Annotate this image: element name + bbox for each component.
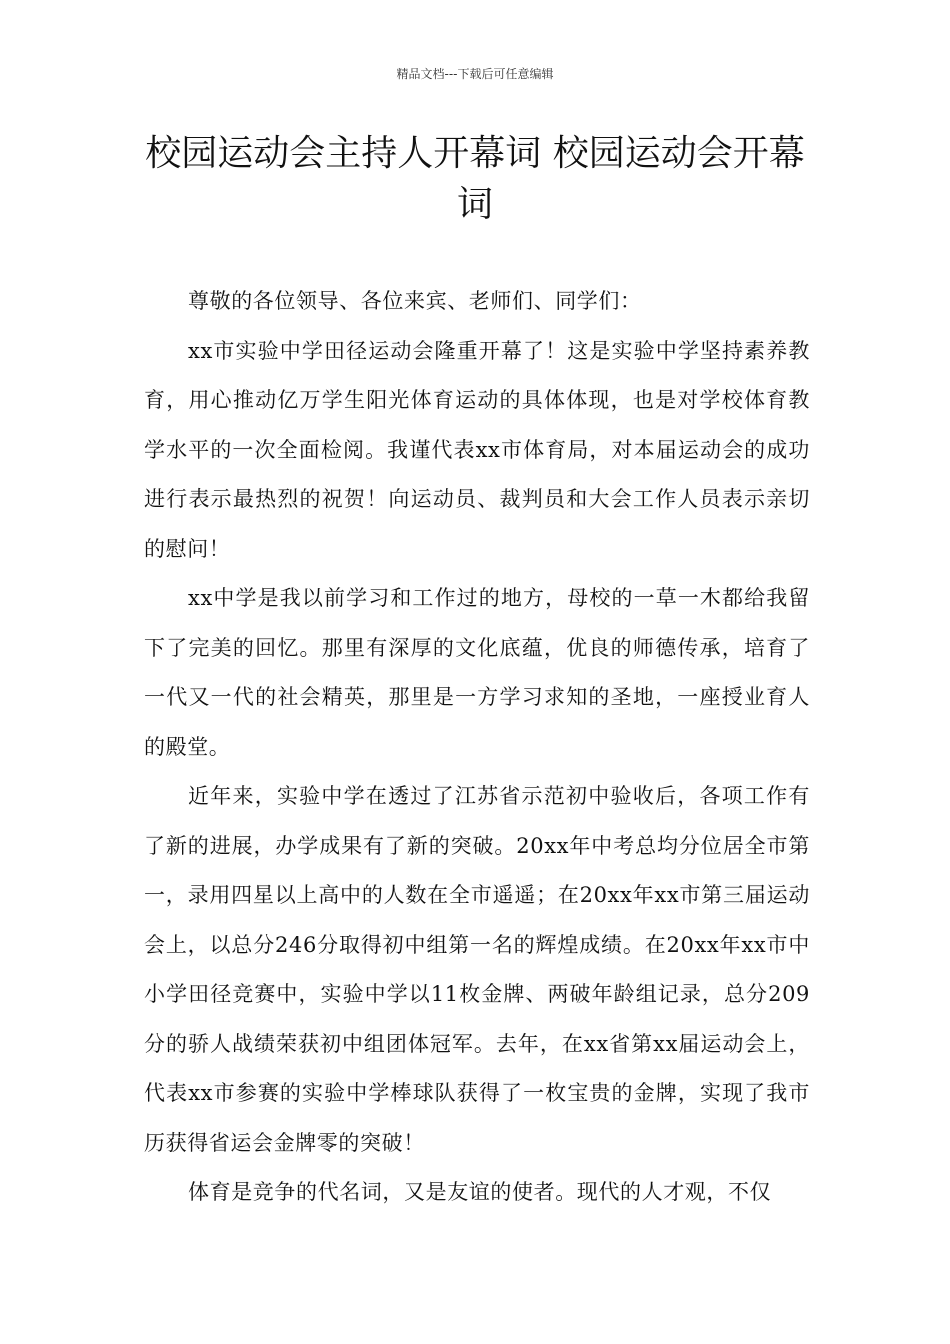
salutation-paragraph: 尊敬的各位领导、各位来宾、老师们、同学们： [188,289,642,313]
document-body [144,277,810,1218]
body-paragraph: 体育是竞争的代名词，又是友谊的使者。现代的人才观，不仅 [188,1180,772,1204]
document-title: 校园运动会主持人开幕词 校园运动会开幕词 [145,133,805,225]
header-note: 精品文档---下载后可任意编辑 [396,67,554,81]
body-paragraph: xx中学是我以前学习和工作过的地方，母校的一草一木都给我留下了完美的回忆。那里有深厚的文化底蕴，优良的师德传承，培育了一代又一代的社会精英，那里是一方学习求知的圣地，一座授业育人的殿堂。 [144,586,810,759]
body-paragraph: xx市实验中学田径运动会隆重开幕了！这是实验中学坚持素养教育，用心推动亿万学生阳光体育运动的具体体现，也是对学校体育教学水平的一次全面检阅。我谨代表xx市体育局，对本届运动会的成功进行表示最热烈的祝贺！向运动员、裁判员和大会工作人员表示亲切的慰问！ [144,338,810,561]
body-paragraph: 近年来，实验中学在透过了江苏省示范初中验收后，各项工作有了新的进展，办学成果有了新的突破。20xx年中考总均分位居全市第一，录用四星以上高中的人数在全市遥遥；在20xx年xx市第三届运动会上，以总分246分取得初中组第一名的辉煌成绩。在20xx年xx市中小学田径竞赛中，实验中学以11枚金牌、两破年龄组记录，总分209分的骄人战绩荣获初中组团体冠军。去年，在xx省第xx届运动会上，代表xx市参赛的实验中学棒球队获得了一枚宝贵的金牌，实现了我市历获得省运会金牌零的突破！ [144,784,810,1155]
